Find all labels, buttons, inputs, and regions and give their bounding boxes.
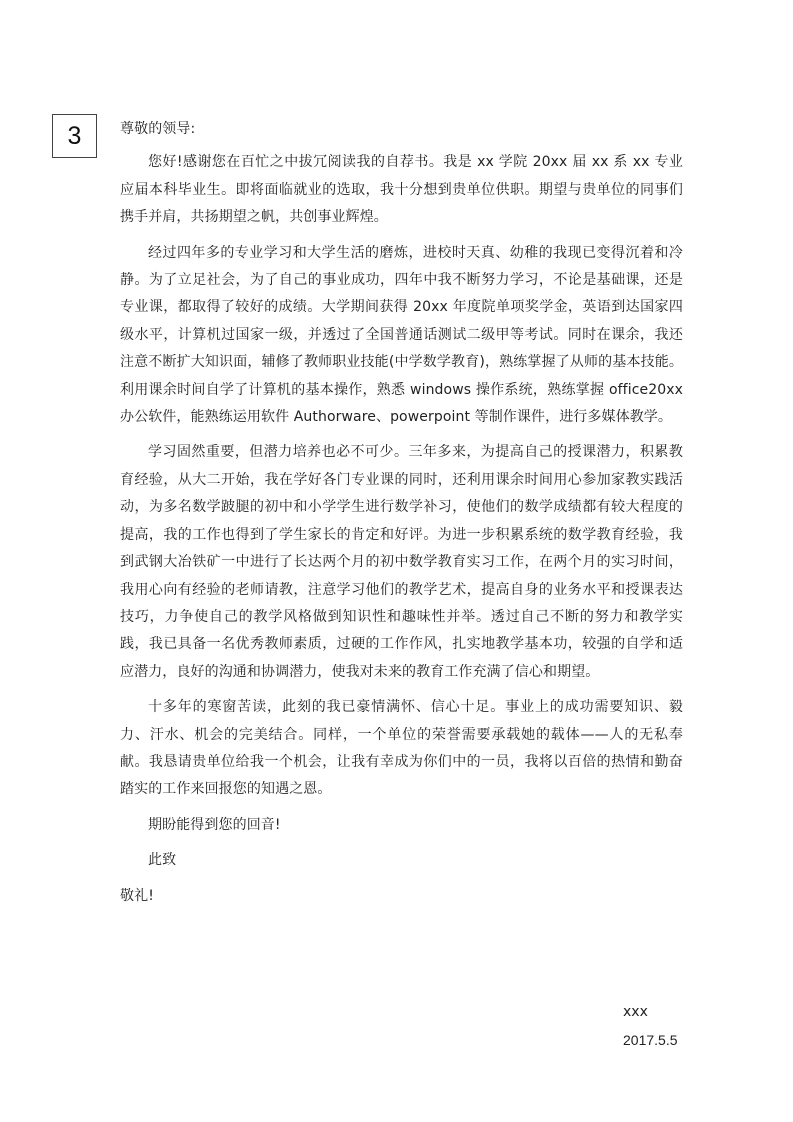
closing-line-cizhi: 此致	[148, 852, 177, 869]
paragraph-teaching-experience: 学习固然重要，但潜力培养也必不可少。三年多来，为提高自己的授课潜力，积累教育经验，从大二开始，我在学好各门专业课的同时，还利用课余时间用心参加家教实践活动，为多名数学跛腿的初中和小学学生进行数学补习，使他们的数学成绩都有较大程度的提高，我的工作也得到了学生家长的肯定和好评。为进一步积累系统的数学教育经验，我到武钢大冶铁矿一中进行了长达两个月的初中数学教育实习工作，在两个月的实习时间，我用心向有经验的老师请教，注意学习他们的教学艺术，提高自身的业务水平和授课表达技巧，力争使自己的教学风格做到知识性和趣味性并举。透过自己不断的努力和教学实践，我已具备一名优秀教师素质，过硬的工作作风，扎实地教学基本功，较强的自学和适应潜力，良好的沟通和协调潜力，使我对未来的教育工作充满了信心和期望。	[120, 444, 683, 680]
signature-name: xxx	[623, 1004, 648, 1020]
regards-line: 敬礼!	[120, 887, 154, 904]
signature-block	[623, 998, 678, 1054]
paragraph-education: 经过四年多的专业学习和大学生活的磨炼，进校时天真、幼稚的我现已变得沉着和冷静。为了立足社会，为了自己的事业成功，四年中我不断努力学习，不论是基础课，还是专业课，都取得了较好的成绩。大学期间获得 20xx 年度院单项奖学金，英语到达国家四级水平，计算机过国家一级，并透过了全国普通话测试二级甲等考试。同时在课余，我还注意不断扩大知识面，辅修了教师职业技能(中学数学教育)，熟练掌握了从师的基本技能。利用课余时间自学了计算机的基本操作，熟悉 windows 操作系统，熟练掌握 office20xx 办公软件，能熟练运用软件 Authorware、powerpoint 等制作课件，进行多媒体教学。	[120, 244, 683, 426]
closing-line-hope: 期盼能得到您的回音!	[148, 816, 281, 833]
letter-body	[120, 116, 683, 910]
signature-date: 2017.5.5	[623, 1032, 678, 1048]
paragraph-introduction: 您好!感谢您在百忙之中拔冗阅读我的自荐书。我是 xx 学院 20xx 届 xx 系 xx 专业应届本科毕业生。即将面临就业的选取，我十分想到贵单位供职。期望与贵单位的同事们携手并肩，共扬期望之帆，共创事业辉煌。	[120, 154, 683, 226]
salutation: 尊敬的领导:	[120, 121, 196, 137]
page-number: 3	[67, 121, 82, 150]
page-number-box	[52, 114, 97, 158]
paragraph-request: 十多年的寒窗苦读，此刻的我已豪情满怀、信心十足。事业上的成功需要知识、毅力、汗水、机会的完美结合。同样，一个单位的荣誉需要承载她的载体——人的无私奉献。我恳请贵单位给我一个机会，让我有幸成为你们中的一员，我将以百倍的热情和勤奋踏实的工作来回报您的知遇之恩。	[120, 699, 683, 798]
